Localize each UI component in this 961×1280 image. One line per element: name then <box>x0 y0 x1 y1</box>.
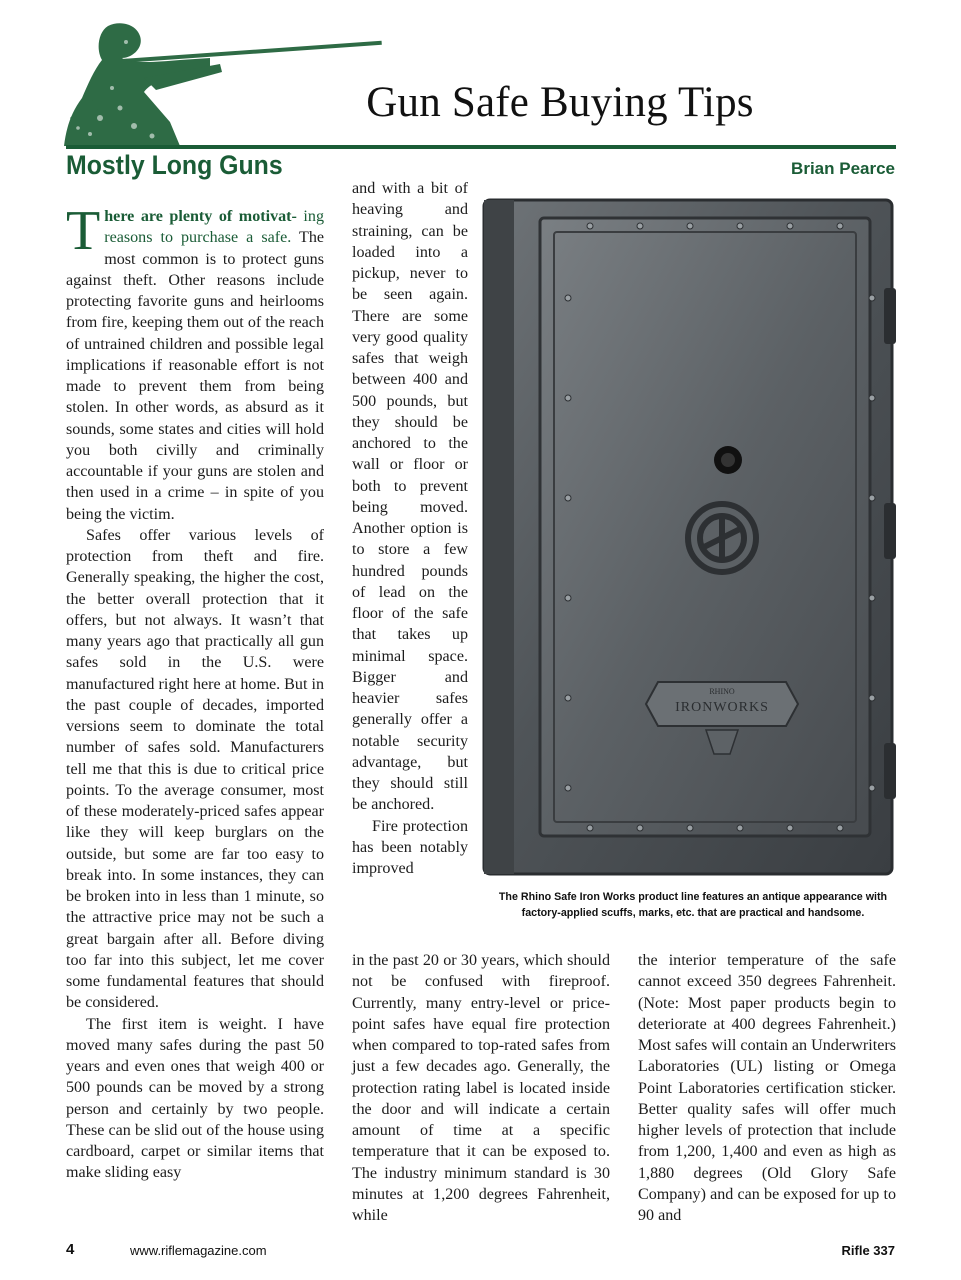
combination-dial-icon <box>714 446 742 474</box>
section-heading: Mostly Long Guns <box>66 150 283 180</box>
paragraph: the interior temperature of the safe cannot exceed 350 degrees Fahrenheit. (Note: Most paper products begin to deteriorate at 400 degrees Fahrenheit.) Most safes will contain an Underwriters Laboratories (UL) listing or Omega Point Laboratories certification sticker. Better quality safes will offer much higher levels of protection that include from 1,200, 1,400 and even as high as 1,880 degrees (Old Glory Safe Company) and can be exposed for up to 90 and <box>638 952 896 1224</box>
badge-main-text: IRONWORKS <box>675 700 769 715</box>
lead-in-bold: here are plenty of motivat- <box>104 208 297 225</box>
badge-top-text: RHINO <box>709 687 735 696</box>
paragraph-text: The most common is to protect guns against theft. Other reasons include protecting favorite guns and heirlooms from fire, keeping them out of the reach of untrained children and possible legal implications if reasonable effort is not made to prevent them from being stolen. In other words, as absurd as it sounds, some states and cities will hold you both civilly and criminally accountable if your guns are stolen and then used in a crime – in spite of you being the victim. <box>66 229 325 523</box>
handle-wheel-icon <box>688 504 756 572</box>
issue-label: Rifle 337 <box>841 1243 895 1258</box>
article-title: Gun Safe Buying Tips <box>366 79 754 126</box>
photo-caption: The Rhino Safe Iron Works product line features an antique appearance with factory-applied scuffs, marks, etc. that are practical and handsome. <box>498 891 888 919</box>
lead-paragraph <box>66 200 325 525</box>
column-2-bottom <box>352 950 610 1226</box>
column-3 <box>638 950 896 1226</box>
column-2-top <box>352 178 468 879</box>
paragraph: and with a bit of heaving and straining, can be loaded into a pickup, never to be seen again. There are some very good quality safes that weigh between 400 and 500 pounds, but they should be anchored to the wall or floor or both to prevent being moved. Another option is to store a few hundred pounds of lead on the floor of the safe that takes up minimal space. Bigger and heavier safes generally offer a notable security advantage, but they should still be anchored. <box>352 180 468 814</box>
header-rule <box>66 145 896 149</box>
paragraph: Safes offer various levels of protection from theft and fire. Generally speaking, the higher the cost, the better overall protection that it offers, but not always. It wasn’t that many years ago that practically all gun safes sold in the U.S. were manufactured right here at home. But in the past couple of decades, imported versions seem to dominate the total number of safes sold. Manufacturers tell me that this is due to critical price points. To the average consumer, most of these moderately-priced safes appear like they will keep burglars on the outside, but some are far too easy to break into. In some instances, they can be broken into in less than 1 minute, so the attractive price may not be such a great bargain after all. Before diving too far into this subject, let me cover some fundamental features that should be considered. <box>66 526 324 1012</box>
paragraph: The first item is weight. I have moved many safes during the past 50 years and even ones that weigh 400 or 500 pounds can be moved by a strong person and certainly by two people. These can be slid out of the house using cardboard, carpet or similar items that make sliding easy <box>66 1015 324 1182</box>
author-name: Brian Pearce <box>791 159 895 178</box>
paragraph: in the past 20 or 30 years, which should not be confused with fireproof. Currently, many entry-level or price-point safes have equal fire protection when compared to top-rated safes from just a few decades ago. Generally, the protection rating label is located inside the door and will indicate a certain amount of time at a specific temperature that it can be exposed to. The industry minimum standard is 30 minutes at 1,200 degrees Fahrenheit, while <box>352 952 610 1224</box>
drop-cap: T <box>66 200 101 262</box>
gun-safe-photo <box>480 178 898 878</box>
page-number: 4 <box>66 1241 75 1258</box>
paragraph: Fire protection has been notably improved <box>352 817 468 877</box>
lead-in: ing reasons to purchase a safe. <box>104 208 324 247</box>
website-url[interactable]: www.riflemagazine.com <box>130 1243 267 1258</box>
column-1 <box>66 200 325 1184</box>
